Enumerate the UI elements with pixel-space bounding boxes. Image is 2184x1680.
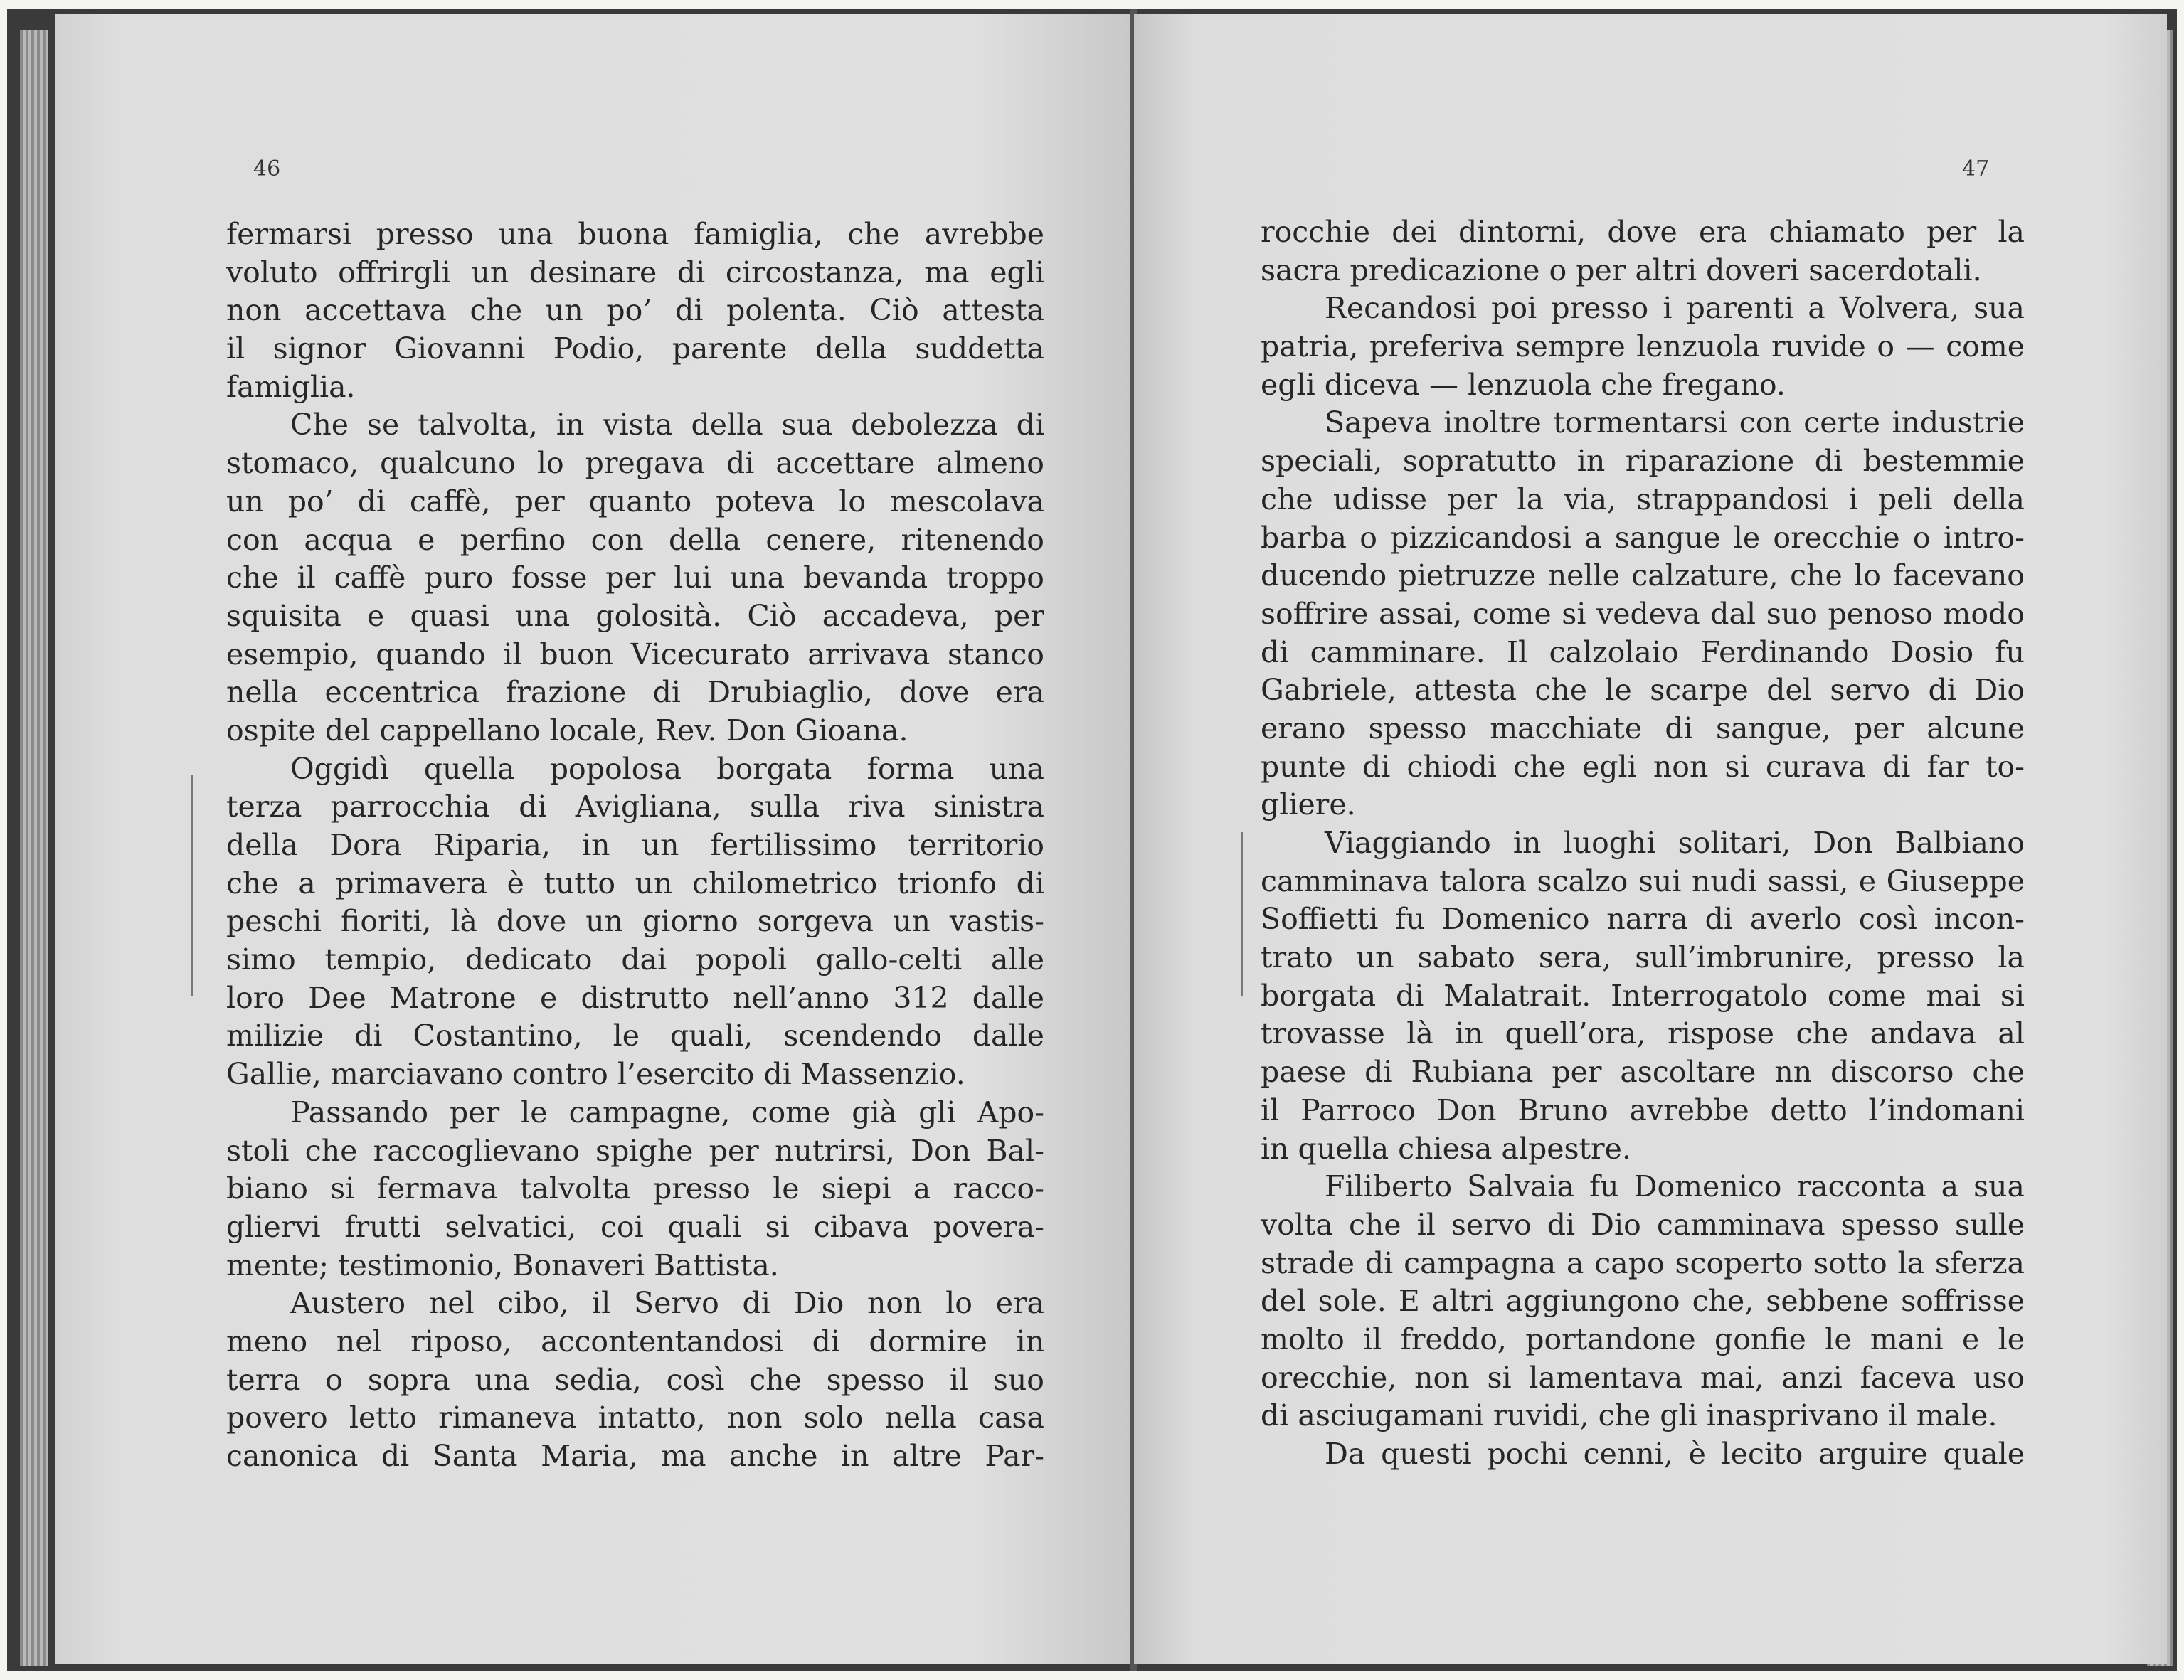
text-line: speciali, sopratutto in riparazione di bestemmie (1261, 444, 2025, 479)
text-line: biano si fermava talvolta presso le siepi a racco- (226, 1171, 1044, 1206)
text-line: Sapeva inoltre tormentarsi con certe industrie (1325, 405, 2025, 440)
page-number: 47 (1962, 156, 1990, 181)
text-line: gliervi frutti selvatici, coi quali si cibava povera- (226, 1209, 1044, 1244)
pencil-margin-mark (191, 775, 193, 996)
text-line: che a primavera è tutto un chilometrico trionfo di (226, 866, 1044, 900)
text-line: con acqua e perfino con della cenere, ritenendo (226, 522, 1044, 557)
text-line: che il caffè puro fosse per lui una bevanda troppo (226, 560, 1044, 595)
text-line: strade di campagna a capo scoperto sotto la sferza (1261, 1245, 2025, 1280)
text-line: Austero nel cibo, il Servo di Dio non lo era (290, 1286, 1044, 1321)
right-page-text (1261, 213, 2025, 1474)
text-line: nella eccentrica frazione di Drubiaglio, dove era (226, 675, 1044, 710)
text-line: milizie di Costantino, le quali, scendendo dalle (226, 1019, 1044, 1053)
text-line: gliere. (1261, 787, 1356, 822)
text-line: ducendo pietruzze nelle calzature, che lo facevano (1261, 558, 2025, 593)
text-line: non accettava che un po’ di polenta. Ciò attesta (226, 293, 1044, 328)
text-line: Passando per le campagne, come già gli Apo- (290, 1095, 1044, 1129)
text-line: erano spesso macchiate di sangue, per alcune (1261, 711, 2025, 745)
text-line: soffrire assai, come si vedeva dal suo penoso modo (1261, 596, 2025, 631)
text-line: stoli che raccoglievano spighe per nutrirsi, Don Bal- (226, 1133, 1044, 1168)
text-line: il signor Giovanni Podio, parente della suddetta (226, 331, 1044, 366)
text-line: Gabriele, attesta che le scarpe del servo di Dio (1261, 673, 2025, 708)
left-page-edges (20, 30, 48, 1666)
text-line: canonica di Santa Maria, ma anche in altre Par- (226, 1439, 1044, 1473)
text-line: loro Dee Matrone e distrutto nell’anno 312 dalle (226, 980, 1044, 1015)
text-line: Da questi pochi cenni, è lecito arguire quale (1325, 1437, 2025, 1471)
text-line: Che se talvolta, in vista della sua debolezza di (290, 408, 1044, 442)
text-line: barba o pizzicandosi a sangue le orecchie o intro- (1261, 520, 2025, 555)
text-line: in quella chiesa alpestre. (1261, 1131, 1631, 1166)
text-line: ospite del cappellano locale, Rev. Don Gioana. (226, 713, 908, 748)
text-line: terra o sopra una sedia, così che spesso il suo (226, 1362, 1044, 1397)
text-line: fermarsi presso una buona famiglia, che avrebbe (226, 217, 1044, 251)
text-line: sacra predicazione o per altri doveri sacerdotali. (1261, 252, 1982, 287)
text-line: simo tempio, dedicato dai popoli gallo-celti alle (226, 942, 1044, 977)
text-line: rocchie dei dintorni, dove era chiamato per la (1261, 215, 2025, 249)
text-line: Gallie, marciavano contro l’esercito di Massenzio. (226, 1057, 965, 1092)
text-line: il Parroco Don Bruno avrebbe detto l’indomani (1261, 1092, 2025, 1127)
text-line: Recandosi poi presso i parenti a Volvera, sua (1325, 291, 2025, 326)
text-line: paese di Rubiana per ascoltare nn discorso che (1261, 1055, 2025, 1090)
right-page (1134, 14, 2167, 1664)
text-line: Oggidì quella popolosa borgata forma una (290, 751, 1044, 786)
text-line: di camminare. Il calzolaio Ferdinando Dosio fu (1261, 634, 2025, 669)
text-line: un po’ di caffè, per quanto poteva lo mescolava (226, 484, 1044, 519)
text-line: di asciugamani ruvidi, che gli inasprivano il male. (1261, 1398, 1998, 1433)
text-line: che udisse per la via, strappandosi i peli della (1261, 482, 2025, 516)
text-line: volta che il servo di Dio camminava spesso sulle (1261, 1207, 2025, 1242)
text-line: camminava talora scalzo sui nudi sassi, e Giuseppe (1261, 863, 2025, 898)
text-line: peschi fioriti, là dove un giorno sorgeva un vastis- (226, 904, 1044, 939)
text-line: squisita e quasi una golosità. Ciò accadeva, per (226, 598, 1044, 633)
text-line: voluto offrirgli un desinare di circostanza, ma egli (226, 255, 1044, 289)
text-line: Soffietti fu Domenico narra di averlo così incon- (1261, 902, 2025, 937)
open-book (7, 9, 2177, 1671)
pencil-margin-mark (1241, 832, 1243, 996)
text-line: della Dora Riparia, in un fertilissimo territorio (226, 828, 1044, 862)
text-line: molto il freddo, portandone gonfie le mani e le (1261, 1322, 2025, 1356)
text-line: trato un sabato sera, sull’imbrunire, presso la (1261, 940, 2025, 975)
text-line: patria, preferiva sempre lenzuola ruvide o — come (1261, 329, 2025, 364)
text-line: egli diceva — lenzuola che fregano. (1261, 367, 1786, 402)
left-page (55, 14, 1131, 1664)
text-line: orecchie, non si lamentava mai, anzi faceva uso (1261, 1360, 2025, 1395)
text-line: Filiberto Salvaia fu Domenico racconta a sua (1325, 1169, 2025, 1204)
left-page-text (226, 216, 1044, 1476)
text-line: punte di chiodi che egli non si curava di far to- (1261, 749, 2025, 784)
text-line: povero letto rimaneva intatto, non solo nella casa (226, 1400, 1044, 1435)
text-line: Viaggiando in luoghi solitari, Don Balbiano (1325, 826, 2025, 860)
text-line: del sole. E altri aggiungono che, sebbene soffrisse (1261, 1284, 2025, 1319)
text-line: esempio, quando il buon Vicecurato arrivava stanco (226, 637, 1044, 671)
page-number: 46 (253, 156, 281, 181)
text-line: mente; testimonio, Bonaveri Battista. (226, 1248, 779, 1282)
text-line: famiglia. (226, 369, 356, 404)
text-line: borgata di Malatrait. Interrogatolo come mai si (1261, 978, 2025, 1013)
text-line: stomaco, qualcuno lo pregava di accettare almeno (226, 446, 1044, 481)
text-line: terza parrocchia di Avigliana, sulla riva sinistra (226, 790, 1044, 824)
text-line: meno nel riposo, accontentandosi di dormire in (226, 1324, 1044, 1359)
text-line: trovasse là in quell’ora, rispose che andava al (1261, 1016, 2025, 1051)
